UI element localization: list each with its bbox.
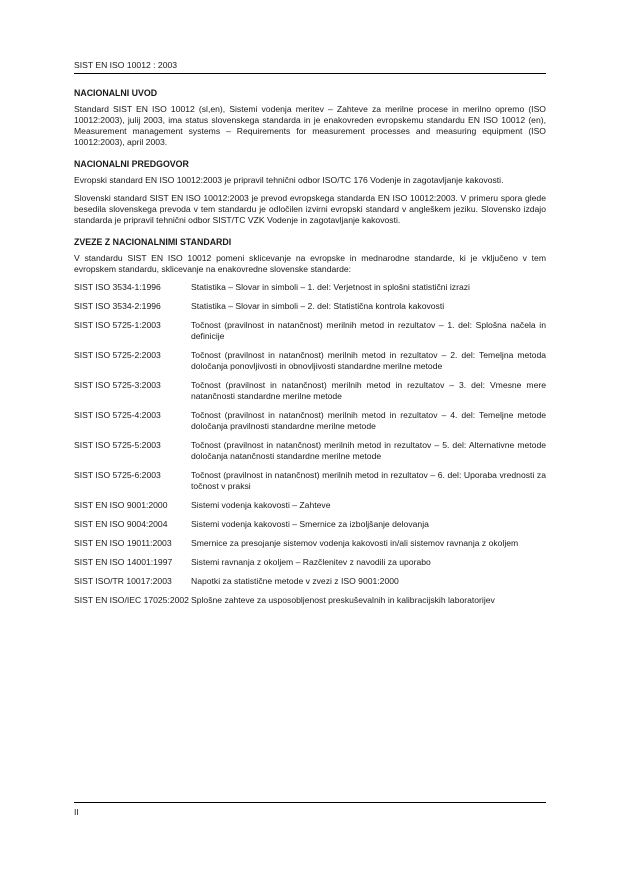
standard-code: SIST EN ISO 9001:2000	[74, 500, 168, 510]
standard-code: SIST EN ISO 9004:2004	[74, 519, 168, 529]
standard-title: Točnost (pravilnost in natančnost) merilnih metod in rezultatov – 2. del: Temeljna metoda določanja ponovljivosti in obnovljivosti standardne merilne metode	[191, 350, 546, 371]
standard-code: SIST ISO 5725-6:2003	[74, 470, 161, 480]
standard-title: Sistemi vodenja kakovosti – Zahteve	[191, 500, 331, 510]
standard-title: Točnost (pravilnost in natančnost) merilnih metod in rezultatov – 3. del: Vmesne mere natančnosti standardne merilne metode	[191, 380, 546, 401]
section-nacionalni-predgovor	[74, 159, 546, 226]
standard-code: SIST ISO 3534-2:1996	[74, 301, 161, 311]
standard-title: Splošne zahteve za usposobljenost preskuševalnih in kalibracijskih laboratorijev	[191, 595, 495, 605]
standard-title: Statistika – Slovar in simboli – 1. del: Verjetnost in splošni statistični izrazi	[191, 282, 470, 292]
standard-row	[74, 557, 546, 568]
standard-row	[74, 500, 546, 511]
page-number: II	[74, 807, 79, 817]
standard-title: Smernice za presojanje sistemov vodenja kakovosti in/ali sistemov ravnanja z okoljem	[191, 538, 519, 548]
standard-title: Statistika – Slovar in simboli – 2. del: Statistična kontrola kakovosti	[191, 301, 445, 311]
standard-row	[74, 301, 546, 312]
standard-code: SIST ISO 5725-3:2003	[74, 380, 161, 390]
section-title: ZVEZE Z NACIONALNIMI STANDARDI	[74, 237, 232, 247]
paragraph: Slovenski standard SIST EN ISO 10012:2003 je prevod evropskega standarda EN ISO 10012:2003. V primeru spora glede besedila slovenskega prevoda v tem standardu je odločilen izvirni evropski standard v angleškem jeziku. Slovensko izdajo standarda je pripravil tehnični odbor SIST/TC VZK Vodenje in zagotavljanje kakovosti.	[74, 193, 546, 225]
standard-code: SIST ISO/TR 10017:2003	[74, 576, 172, 586]
paragraph: Evropski standard EN ISO 10012:2003 je pripravil tehnični odbor ISO/TC 176 Vodenje in zagotavljanje kakovosti.	[74, 175, 504, 185]
section-nacionalni-uvod	[74, 88, 546, 148]
paragraph: V standardu SIST EN ISO 10012 pomeni sklicevanje na evropske in mednarodne standarde, ki je vključeno v tem evropskem standardu, sklicevanje na enakovredne slovenske standarde:	[74, 253, 546, 274]
document-page	[74, 0, 546, 877]
standard-row	[74, 440, 546, 462]
standard-code: SIST ISO 5725-5:2003	[74, 440, 161, 450]
standard-code: SIST ISO 3534-1:1996	[74, 282, 161, 292]
document-id: SIST EN ISO 10012 : 2003	[74, 60, 178, 70]
page-header	[74, 60, 546, 74]
section-zveze-z-nacionalnimi-standardi	[74, 237, 546, 606]
standard-code: SIST ISO 5725-4:2003	[74, 410, 161, 420]
standard-code: SIST EN ISO 19011:2003	[74, 538, 172, 548]
standard-title: Napotki za statistične metode v zvezi z ISO 9001:2000	[191, 576, 399, 586]
standard-row	[74, 320, 546, 342]
standard-row	[74, 538, 546, 549]
standard-row	[74, 282, 546, 293]
standard-row	[74, 519, 546, 530]
standard-title: Točnost (pravilnost in natančnost) merilnih metod in rezultatov – 4. del: Temeljne metode določanja pravilnosti standardne merilne metode	[191, 410, 546, 431]
page-footer	[74, 802, 546, 818]
standard-title: Sistemi ravnanja z okoljem – Razčlenitev z navodili za uporabo	[191, 557, 431, 567]
standard-title: Točnost (pravilnost in natančnost) merilnih metod in rezultatov – 1. del: Splošna načela in definicije	[191, 320, 546, 341]
standards-list	[74, 282, 546, 606]
standard-row	[74, 350, 546, 372]
standard-title: Točnost (pravilnost in natančnost) merilnih metod in rezultatov – 6. del: Uporaba vrednosti za točnost v praksi	[191, 470, 546, 491]
page-content	[74, 88, 546, 617]
section-title: NACIONALNI UVOD	[74, 88, 158, 98]
standard-row	[74, 576, 546, 587]
standard-code: SIST ISO 5725-1:2003	[74, 320, 161, 330]
standard-code: SIST EN ISO 14001:1997	[74, 557, 173, 567]
standard-row	[74, 470, 546, 492]
standard-title: Sistemi vodenja kakovosti – Smernice za izboljšanje delovanja	[191, 519, 429, 529]
standard-code: SIST ISO 5725-2:2003	[74, 350, 161, 360]
section-title: NACIONALNI PREDGOVOR	[74, 159, 189, 169]
standard-row	[74, 410, 546, 432]
standard-row	[74, 595, 546, 606]
standard-code: SIST EN ISO/IEC 17025:2002	[74, 595, 189, 605]
standard-row	[74, 380, 546, 402]
paragraph: Standard SIST EN ISO 10012 (sl,en), Sistemi vodenja meritev – Zahteve za merilne procese in merilno opremo (ISO 10012:2003), julij 2003, ima status slovenskega standarda in je enakovreden evropskemu standardu EN ISO 10012 (en), Measurement management systems – Requirements for measurement processes and measuring equipment (ISO 10012:2003), april 2003.	[74, 104, 546, 147]
standard-title: Točnost (pravilnost in natančnost) merilnih metod in rezultatov – 5. del: Alternativne metode določanja natančnosti standardne merilne metode	[191, 440, 546, 461]
